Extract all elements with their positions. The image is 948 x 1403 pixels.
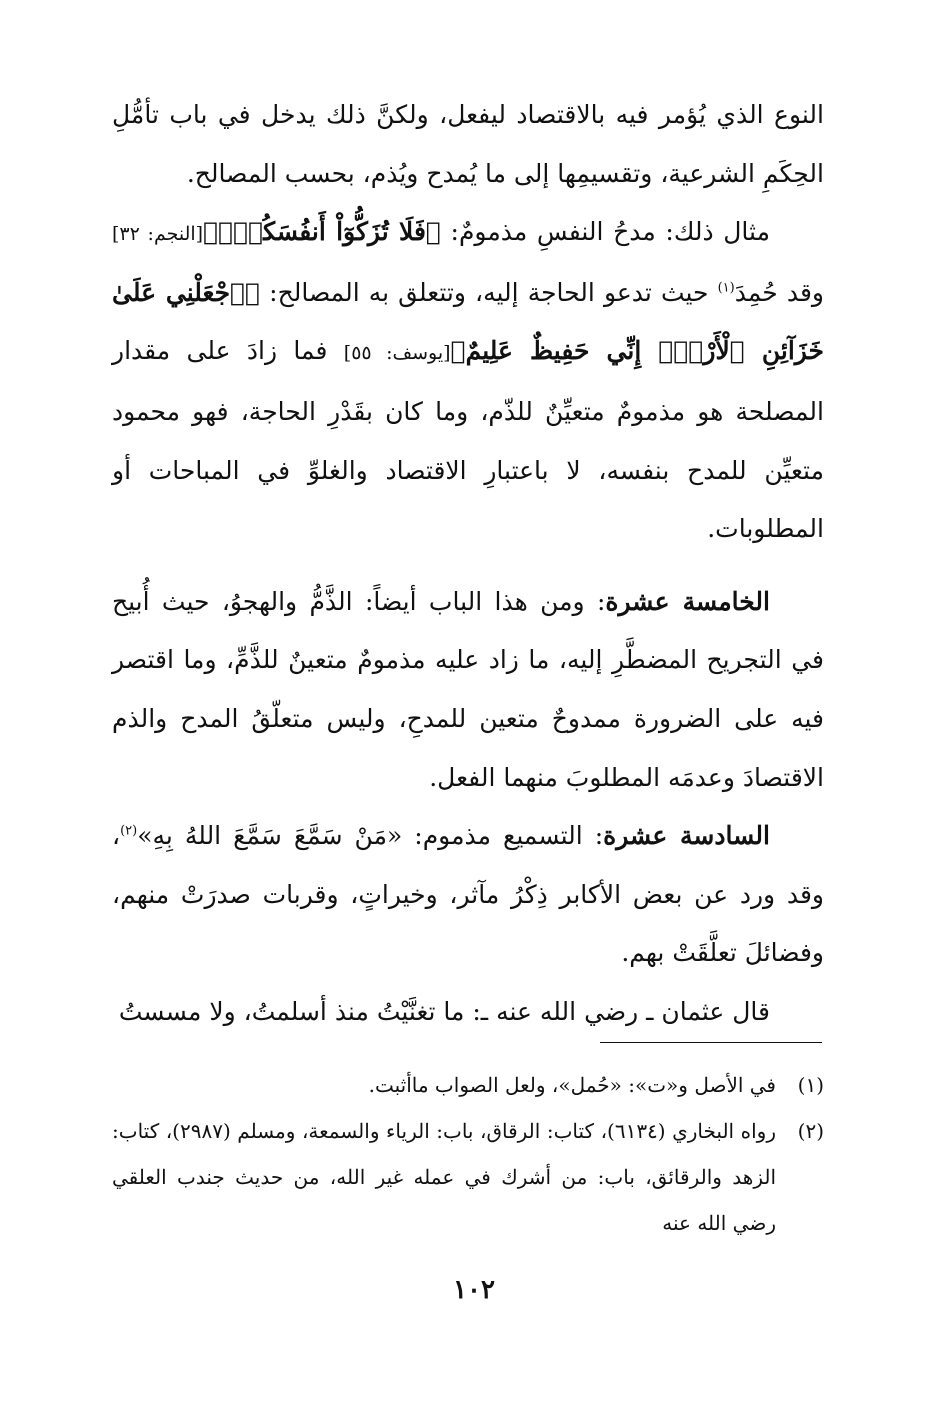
- footnote-2-text: رواه البخاري (٦١٣٤)، كتاب: الرقاق، باب: الرياء والسمعة، ومسلم (٢٩٨٧)، كتاب: الزهد والرقائق، باب: من أشرك في عمله غير الله، من حديث جندب العلقي رضي الله عنه: [112, 1119, 776, 1235]
- paragraph-3: [112, 573, 824, 807]
- paragraph-2-text-c: حيث تدعو الحاجة إليه، وتتعلق به المصالح:: [260, 277, 718, 307]
- footnotes: [112, 1062, 824, 1246]
- footnote-marker-1: (١): [717, 280, 735, 296]
- quran-verse-1: ﴿فَلَا تُزَكُّوٓاْ أَنفُسَكُمْۖ﴾: [203, 217, 441, 247]
- paragraph-2: [112, 203, 824, 559]
- footnote-1-text: في الأصل و«ت»: «حُمل»، ولعل الصواب ماأثبت.: [368, 1073, 776, 1097]
- footnote-separator: [600, 1042, 822, 1043]
- paragraph-1-text: النوع الذي يُؤمر فيه بالاقتصاد ليفعل، ولكنَّ ذلك يدخل في باب تأمُّلِ الحِكَمِ الشرعية، وتقسيمِها إلى ما يُمدح ويُذم، بحسب المصالح.: [112, 100, 824, 188]
- footnote-1-number: (١): [797, 1073, 824, 1097]
- paragraph-5: [112, 983, 824, 1042]
- footnote-2-number: (٢): [797, 1119, 824, 1143]
- quran-verse-2: ﴿ٱجْعَلْنِي عَلَىٰ خَزَآئِنِ ٱلْأَرْضِۖ إِنِّي حَفِيظٌ عَلِيمٌ﴾: [112, 277, 825, 366]
- page-number: ١٠٢: [453, 1275, 495, 1305]
- paragraph-4: [112, 807, 824, 983]
- paragraph-4-text-a: : التسميع مذموم: «مَنْ سَمَّعَ سَمَّعَ اللهُ بِهِ»: [137, 821, 604, 851]
- footnote-1: [112, 1062, 824, 1108]
- paragraph-2-text-d: فما زادَ على مقدار المصلحة هو مذمومٌ متعيِّنٌ للذّم، وما كان بقَدْرِ الحاجة، فهو محمود متعيِّن للمدح بنفسه، لا باعتبارِ الاقتصاد والغلوِّ في المباحات أو المطلوبات.: [112, 336, 824, 544]
- paragraph-1: [112, 86, 824, 203]
- section-heading-15: الخامسة عشرة: [605, 586, 771, 616]
- section-heading-16: السادسة عشرة: [603, 821, 770, 851]
- paragraph-5-text: قال عثمان ـ رضي الله عنه ـ: ما تغنَّيْتُ منذ أسلمتُ، ولا مسستُ: [118, 996, 770, 1026]
- footnote-marker-2: (٢): [120, 823, 138, 839]
- verse-reference-1: [النجم: ٣٢]: [112, 223, 204, 246]
- paragraph-4-text-b: ، وقد ورد عن بعض الأكابر ذِكْرُ مآثر، وخيراتٍ، وقربات صدرَتْ منهم، وفضائلَ تعلَّقَتْ بهم.: [112, 821, 824, 968]
- paragraph-3-text: : ومن هذا الباب أيضاً: الذَّمُّ والهجوُ، حيث أُبيح في التجريح المضطَّرِ إليه، ما زاد عليه مذمومٌ متعينٌ للذَّمِّ، وما اقتصر فيه على الضرورة ممدوحٌ متعين للمدحِ، وليس متعلّقُ المدح والذم الاقتصادَ وعدمَه المطلوبَ منهما الفعل.: [112, 586, 824, 792]
- paragraph-2-text-a: مثال ذلك: مدحُ النفسِ مذمومٌ:: [440, 217, 770, 247]
- paragraph-2-text-b: وقد حُمِدَ: [734, 277, 824, 307]
- footnote-2: [112, 1108, 824, 1246]
- verse-reference-2: [يوسف: ٥٥]: [343, 342, 451, 365]
- main-text: [112, 86, 824, 1042]
